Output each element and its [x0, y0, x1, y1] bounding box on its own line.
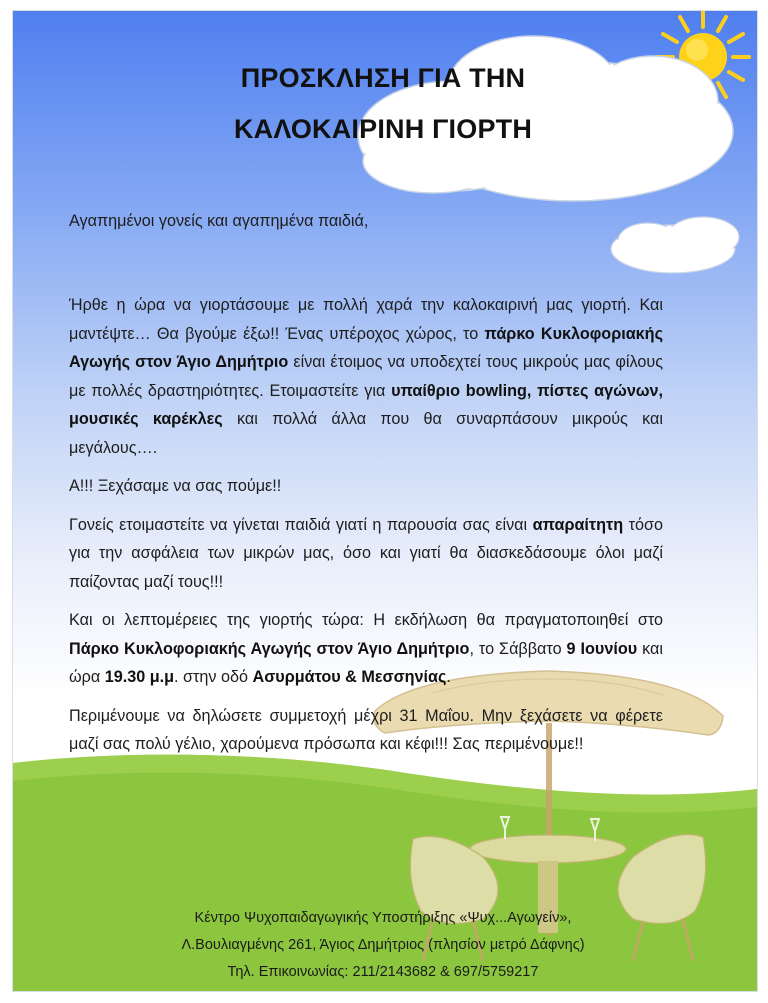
p4-text-4: . στην οδό [174, 668, 253, 686]
footer-line-center: Κέντρο Ψυχοπαιδαγωγικής Υποστήριξης «Ψυχ...Αγωγείν», [194, 910, 572, 926]
contact-footer [93, 905, 673, 986]
p1-text-2: είναι έτοιμος να υποδεχτεί τους μικρούς μας φίλους με πολλές δραστηριότητες. Ετοιμαστείτε για [69, 353, 663, 400]
p4-bold-2: 9 Ιουνίου [566, 639, 638, 658]
page-title-line1: ΠΡΟΣΚΛΗΣΗ ΓΙΑ ΤΗΝ [240, 63, 526, 93]
footer-line-address: Λ.Βουλιαγμένης 261, Άγιος Δημήτριος (πλησίον μετρό Δάφνης) [181, 937, 585, 953]
p3-text-2: τόσο για την ασφάλεια των μικρών μας, όσο και γιατί θα διασκεδάσουμε όλοι μαζί παίζοντας μαζί τους!!! [69, 515, 664, 591]
p4-bold-3: 19.30 μ.μ [104, 668, 175, 686]
invitation-page [12, 10, 758, 992]
greeting-text: Αγαπημένοι γονείς και αγαπημένα παιδιά, [69, 212, 369, 230]
paragraph-forgot: Α!!! Ξεχάσαμε να σας πούμε!! [69, 477, 282, 495]
greeting [69, 207, 663, 246]
invitation-body [69, 291, 663, 769]
p1-bold-1: πάρκο Κυκλοφοριακής Αγωγής στον Άγιο Δημήτριο [69, 324, 663, 371]
p4-bold-4: Ασυρμάτου & Μεσσηνίας [252, 668, 447, 686]
p3-text-1: Γονείς ετοιμαστείτε να γίνεται παιδιά γιατί η παρουσία σας είναι [69, 515, 533, 534]
p4-text-1: Και οι λεπτομέρειες της γιορτής τώρα: Η εκδήλωση θα πραγματοποιηθεί στο [69, 611, 663, 629]
paragraph-parents [69, 511, 663, 597]
paragraph-rsvp: Περιμένουμε να δηλώσετε συμμετοχή μέχρι 31 Μαΐου. Μην ξεχάσετε να φέρετε μαζί σας πολύ γέλιο, χαρούμενα πρόσωπα και κέφι!!! Σας περιμένουμε!! [69, 706, 663, 753]
p4-bold-1: Πάρκο Κυκλοφοριακής Αγωγής στον Άγιο Δημήτριο [69, 639, 470, 658]
p1-bold-2: υπαίθριο bowling, πίστες αγώνων, μουσικές καρέκλες [69, 381, 663, 428]
p3-bold-1: απαραίτητη [532, 515, 624, 534]
p4-text-3: και ώρα [69, 639, 663, 686]
paragraph-intro [69, 291, 663, 462]
paragraph-details [69, 606, 663, 692]
page-title-line2: ΚΑΛΟΚΑΙΡΙΝΗ ΓΙΟΡΤΗ [233, 114, 533, 144]
p4-text-5: . [446, 668, 451, 686]
p1-text-3: και πολλά άλλα που θα συναρπάσουν μικρούς και μεγάλους…. [69, 410, 664, 457]
p1-text-1: Ήρθε η ώρα να γιορτάσουμε με πολλή χαρά την καλοκαιρινή μας γιορτή. Και μαντέψτε… Θα βγούμε έξω!! Ένας υπέροχος χώρος, το [69, 296, 663, 343]
p4-text-2: , το Σάββατο [469, 639, 567, 658]
footer-line-phone: Τηλ. Επικοινωνίας: 211/2143682 & 697/5759217 [227, 964, 539, 980]
